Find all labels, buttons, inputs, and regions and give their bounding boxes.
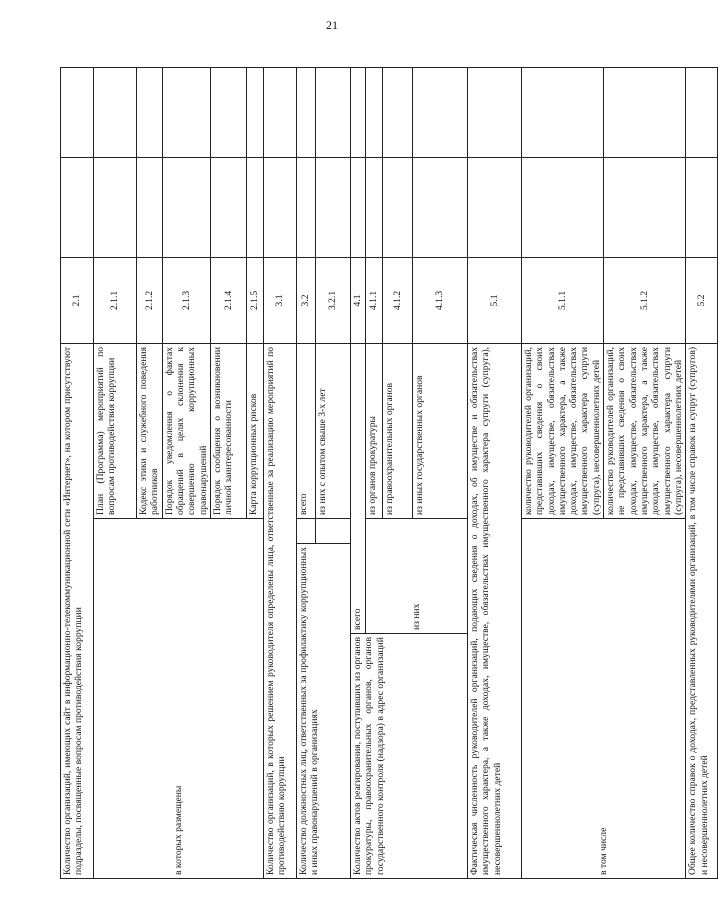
row-code: 2.1 [61, 257, 94, 343]
sub-label: всего [296, 343, 315, 518]
value-cell [210, 67, 246, 157]
value-cell [263, 157, 296, 257]
row-code: 5.1.2 [604, 257, 686, 343]
sub-label: из них с опытом свыше 3-х лет [315, 343, 350, 518]
row-label: Количество актов реагирования, поступивших из органов прокуратуры, правоохранительных органов, органов государственного контроля (надзора) в адрес организаций [350, 634, 467, 879]
row-code: 5.1.1 [521, 257, 603, 343]
value-cell [137, 157, 163, 257]
value-cell [94, 67, 137, 157]
value-cell [467, 67, 521, 157]
sub-label: Порядок уведомления о фактах обращений в целях склонения к совершению коррупционных правонарушений [162, 343, 210, 518]
table-row [350, 67, 365, 878]
sub-label: количество руководителей организаций, не представивших сведения о своих доходах, имуществе, обязательствах имущественного характера, а также доходах, имуществе, обязательствах имущественного характера супруги (супруга), несовершеннолетних детей [604, 343, 686, 518]
rotated-report-table [60, 68, 710, 879]
row-code: 2.1.4 [210, 257, 246, 343]
value-cell [350, 157, 365, 257]
value-cell [686, 157, 718, 257]
sub-label: Карта коррупционных рисков [246, 343, 263, 518]
value-cell [467, 157, 521, 257]
row-code: 2.1.1 [94, 257, 137, 343]
row-code: 2.1.5 [246, 257, 263, 343]
spacer-cell [296, 519, 315, 544]
value-cell [350, 67, 365, 157]
row-code: 4.1 [350, 257, 365, 343]
value-cell [162, 157, 210, 257]
table-row [296, 67, 315, 878]
value-cell [315, 157, 350, 257]
row-code: 3.2 [296, 257, 315, 343]
value-cell [263, 67, 296, 157]
row-code: 3.2.1 [315, 257, 350, 343]
row-code: 3.1 [263, 257, 296, 343]
sub-label: Порядок сообщения о возникновении личной заинтересованности [210, 343, 246, 518]
row-code: 4.1.1 [365, 257, 382, 343]
row-label: Количество должностных лиц, ответственных за профилактику коррупционных и иных правонарушений в организациях [296, 544, 350, 879]
sub-label: из правоохранительных органов [382, 343, 412, 518]
row-code: 4.1.3 [412, 257, 467, 343]
table-row [521, 67, 603, 878]
table-row [61, 67, 94, 878]
value-cell [686, 67, 718, 157]
page-number: 21 [326, 18, 338, 32]
table-row [94, 67, 137, 878]
group-label: в которых размещены [94, 519, 264, 879]
table-row [467, 67, 521, 878]
value-cell [365, 157, 382, 257]
value-cell [604, 67, 686, 157]
row-label: Количество организаций, имеющих сайт в информационно-телекоммуникационной сети «Интернет», на котором присутствуют подразделы, посвященные вопросам противодействия коррупции [61, 343, 94, 878]
value-cell [296, 67, 315, 157]
row-code: 2.1.2 [137, 257, 163, 343]
row-code: 4.1.2 [382, 257, 412, 343]
spacer-cell [315, 519, 350, 544]
sub-label: Кодекс этики и служебного поведения работников [137, 343, 163, 518]
value-cell [296, 157, 315, 257]
row-label: Количество организаций, в которых решением руководителя определены лица, ответственные за реализацию мероприятий по противодействию коррупции [263, 343, 296, 878]
value-cell [382, 157, 412, 257]
value-cell [521, 67, 603, 157]
row-label: Фактическая численность руководителей организаций, подающих сведения о доходах, об имуществе и обязательствах имущественного характера, а также доходах, имуществе, обязательствах имущественного характера супруги (супруга), несовершеннолетних детей [467, 343, 521, 878]
sub-label: количество руководителей организаций, представивших сведения о своих доходах, имуществе, обязательствах имущественного характера, а также доходах, имуществе, обязательствах имущественного характера супруги (супруга), несовершеннолетних детей [521, 343, 603, 518]
value-cell [61, 157, 94, 257]
value-cell [521, 157, 603, 257]
sub-label: План (Программа) мероприятий по вопросам противодействия коррупции [94, 343, 137, 518]
value-cell [210, 157, 246, 257]
value-cell [412, 67, 467, 157]
row-code: 5.1 [467, 257, 521, 343]
table-row [686, 67, 718, 878]
value-cell [412, 157, 467, 257]
value-cell [94, 157, 137, 257]
row-label: Общее количество справок о доходах, представленных руководителями организаций, в том числе справок на супруг (супругов) и несовершеннолетних детей [686, 343, 718, 878]
sub-label: всего [350, 343, 365, 633]
group-label: из них [365, 519, 467, 634]
value-cell [315, 67, 350, 157]
value-cell [137, 67, 163, 157]
table-row [263, 67, 296, 878]
value-cell [246, 67, 263, 157]
group-label: в том числе [521, 519, 685, 879]
value-cell [61, 67, 94, 157]
value-cell [162, 67, 210, 157]
sub-label: из органов прокуратуры [365, 343, 382, 518]
row-code: 5.2 [686, 257, 718, 343]
value-cell [604, 157, 686, 257]
value-cell [246, 157, 263, 257]
value-cell [365, 67, 382, 157]
value-cell [382, 67, 412, 157]
report-table [60, 67, 718, 879]
row-code: 2.1.3 [162, 257, 210, 343]
sub-label: из иных государственных органов [412, 343, 467, 518]
